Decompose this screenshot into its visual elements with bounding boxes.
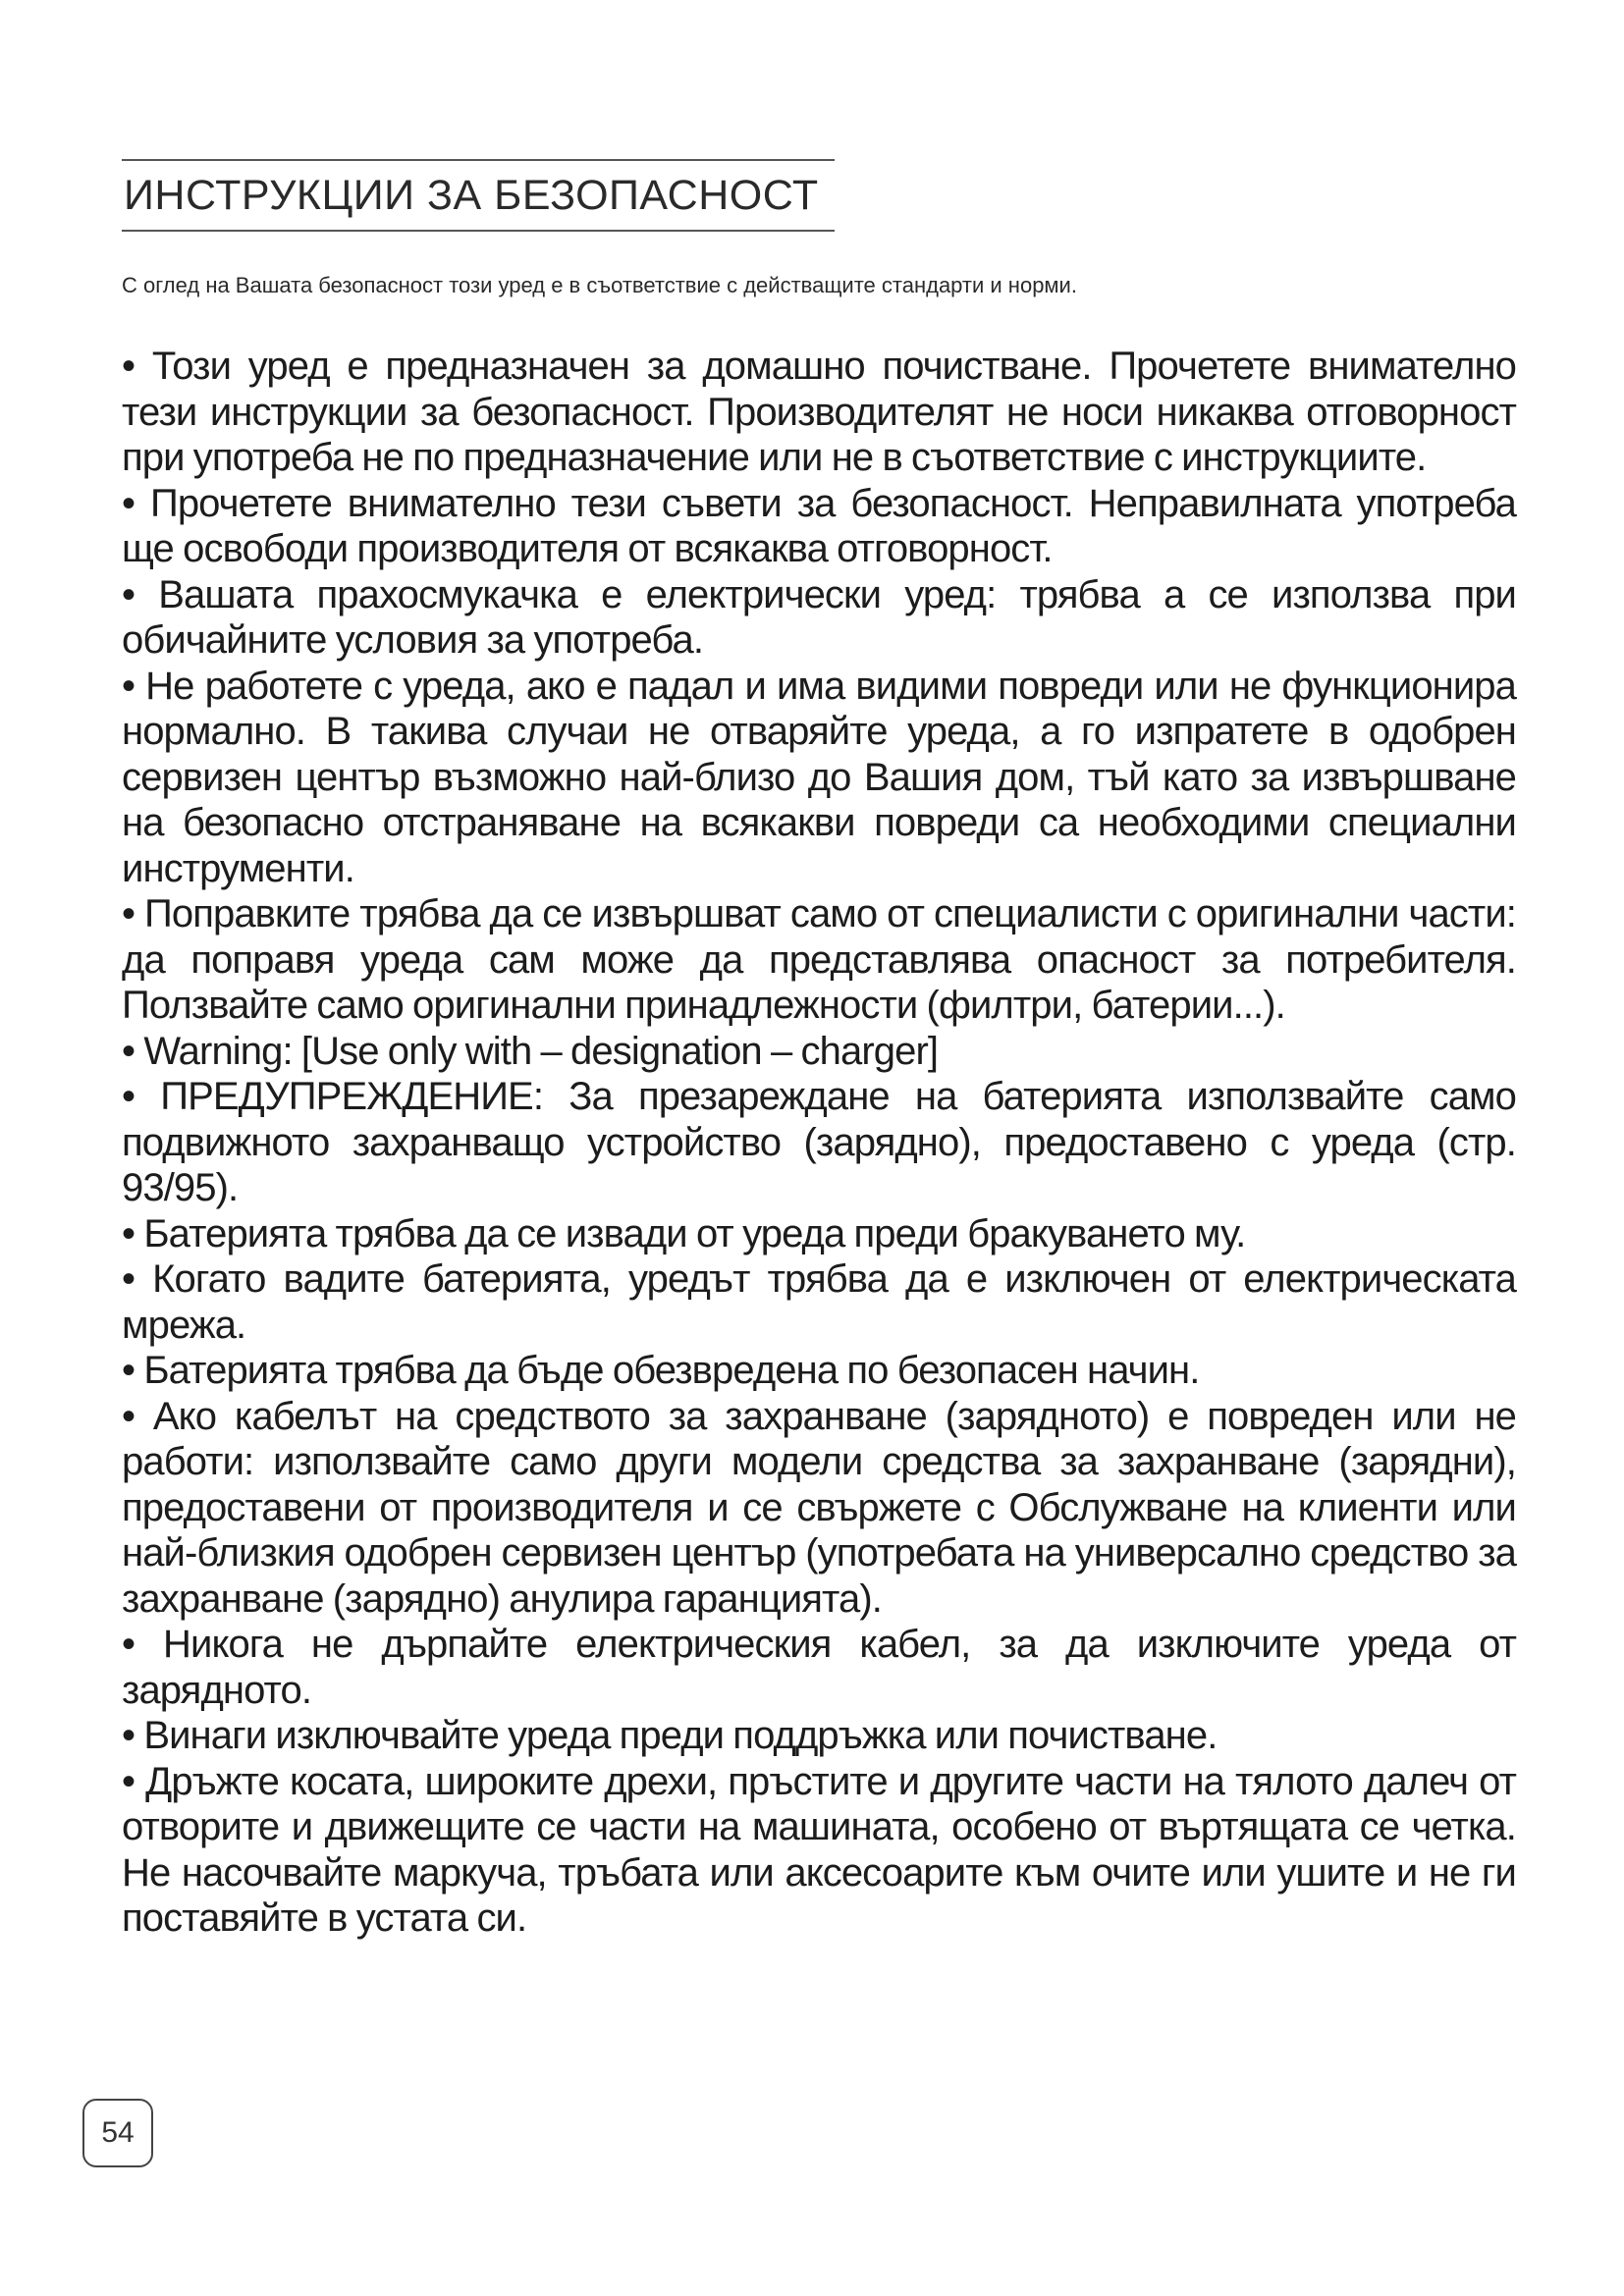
instruction-paragraph: • Ако кабелът на средството за захранване (зарядното) е повреден или не работи: използвайте само други модели средства за захранване (зарядни), предоставени от производителя и се свържете с Обслужване на клиенти или най-близкия одобрен сервизен център (употребата на универсално средство за захранване (зарядно) анулира гаранцията). bbox=[122, 1394, 1516, 1621]
safety-instructions bbox=[122, 344, 1516, 1942]
instruction-paragraph: • Warning: [Use only with – designation – charger] bbox=[122, 1029, 939, 1073]
title-rule-bottom bbox=[122, 230, 835, 232]
instruction-paragraph: • Когато вадите батерията, уредът трябва да е изключен от електрическата мрежа. bbox=[122, 1257, 1516, 1347]
instruction-paragraph: • Не работете с уреда, ако е падал и има видими повреди или не функционира нормално. В такива случаи не отваряйте уреда, а го изпратете в одобрен сервизен център възможно най-близо до Вашия дом, тъй като за извършване на безопасно отстраняване на всякакви повреди са необходими специални инструменти. bbox=[122, 664, 1516, 890]
instruction-paragraph: • Поправките трябва да се извършват само от специалисти с оригинални части: да поправя уреда сам може да представлява опасност за потребителя. Ползвайте само оригинални принадлежности (филтри, батерии...). bbox=[122, 892, 1516, 1027]
instruction-paragraph: • Този уред е предназначен за домашно почистване. Прочетете внимателно тези инструкции за безопасност. Производителят не носи никаква отговорност при употреба не по предназначение или не в съответствие с инструкциите. bbox=[122, 345, 1516, 479]
instruction-paragraph: • Батерията трябва да бъде обезвредена по безопасен начин. bbox=[122, 1349, 1200, 1392]
instruction-paragraph: • Прочетете внимателно тези съвети за безопасност. Неправилната употреба ще освободи производителя от всякаква отговорност. bbox=[122, 481, 1516, 570]
instruction-paragraph: • Дръжте косата, широките дрехи, пръстите и другите части на тялото далеч от отворите и движещите се части на машината, особено от въртящата се четка. Не насочвайте маркуча, тръбата или аксесоарите към очите или ушите и не ги поставяйте в устата си. bbox=[122, 1759, 1516, 1940]
instruction-paragraph: • Вашата прахосмукачка е електрически уред: трябва а се използва при обичайните условия за употреба. bbox=[122, 572, 1516, 662]
instruction-paragraph: • Винаги изключвайте уреда преди поддръжка или почистване. bbox=[122, 1714, 1218, 1757]
instruction-paragraph: • ПРЕДУПРЕЖДЕНИЕ: За презареждане на батерията използвайте само подвижното захранващо устройство (зарядно), предоставено с уреда (стр. 93/95). bbox=[122, 1075, 1516, 1209]
title-block bbox=[122, 159, 835, 232]
instruction-paragraph: • Никога не дърпайте електрическия кабел, за да изключите уреда от зарядното. bbox=[122, 1623, 1516, 1712]
intro-text: С оглед на Вашата безопасност този уред е в съответствие с действащите стандарти и норми. bbox=[122, 273, 1077, 297]
title-rule-top bbox=[122, 159, 835, 161]
page-title: ИНСТРУКЦИИ ЗА БЕЗОПАСНОСТ bbox=[124, 172, 819, 219]
page-number: 54 bbox=[82, 2099, 153, 2167]
instruction-paragraph: • Батерията трябва да се извади от уреда преди бракуването му. bbox=[122, 1211, 1246, 1255]
